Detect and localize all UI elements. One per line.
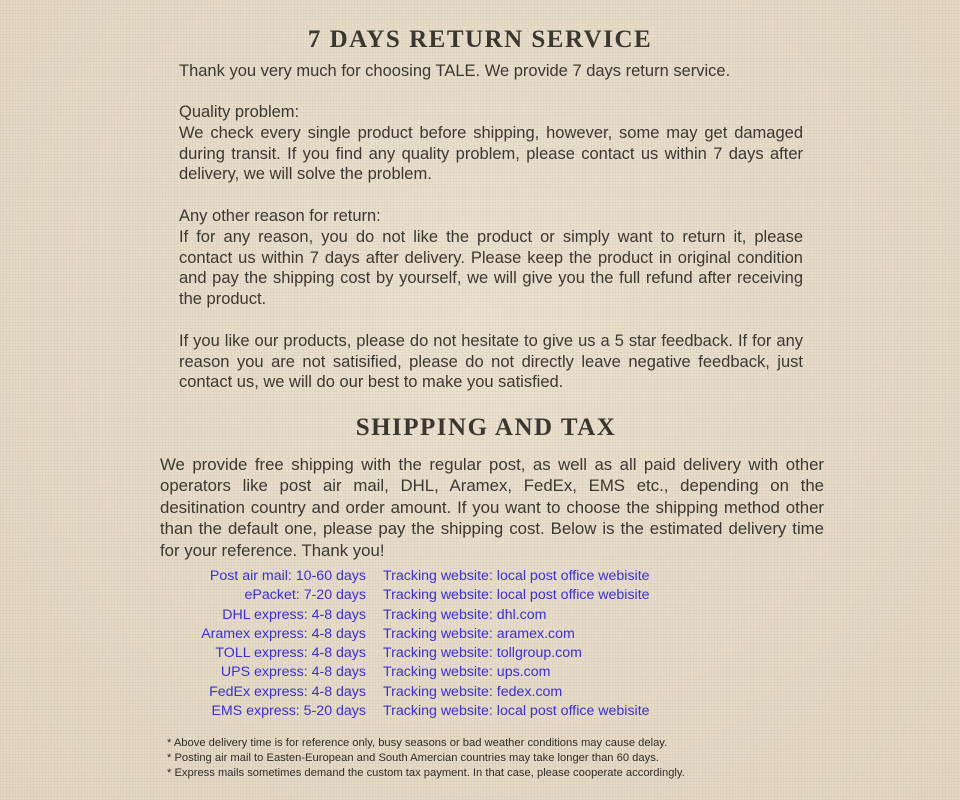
shipping-row [160, 684, 760, 703]
feedback-text: If you like our products, please do not hesitate to give us a 5 star feedback. If for any reason you are not satisified, please do not directly leave negative feedback, just contact us, we will do our best to make you satisfied. [179, 331, 803, 392]
note-air-mail: * Posting air mail to Easten-European and South Amercian countries may take longer than 60 days. [167, 752, 659, 765]
tracking-link[interactable]: Tracking website: tollgroup.com [383, 645, 582, 662]
tracking-link[interactable]: Tracking website: aramex.com [383, 625, 575, 642]
return-intro: Thank you very much for choosing TALE. We provide 7 days return service. [179, 62, 731, 80]
tracking-link[interactable]: Tracking website: local post office webisite [383, 568, 650, 584]
shipping-text: We provide free shipping with the regular post, as well as all paid delivery with other operators like post air mail, DHL, Aramex, FedEx, EMS etc., depending on the desitination country and order amount. If you want to choose the shipping method other than the default one, please pay the shipping cost. Below is the estimated delivery time for your reference. Thank you! [160, 455, 824, 560]
shipping-row [160, 645, 760, 664]
shipping-row [160, 587, 760, 606]
shipping-row [160, 664, 760, 683]
shipping-method: TOLL express: 4-8 days [215, 645, 366, 662]
tracking-link[interactable]: Tracking website: dhl.com [383, 606, 547, 623]
shipping-notes [167, 736, 685, 782]
shipping-method: DHL express: 4-8 days [222, 606, 366, 623]
note-delivery-time: * Above delivery time is for reference only, busy seasons or bad weather conditions may cause delay. [167, 737, 668, 749]
shipping-method: EMS express: 5-20 days [211, 703, 366, 720]
shipping-method: UPS express: 4-8 days [220, 664, 366, 681]
tracking-link[interactable]: Tracking website: ups.com [383, 664, 551, 681]
note-custom-tax: * Express mails sometimes demand the custom tax payment. In that case, please cooperate accordingly. [167, 767, 685, 780]
shipping-row [160, 626, 760, 645]
tracking-link[interactable]: Tracking website: local post office webisite [383, 587, 650, 604]
shipping-row [160, 607, 760, 626]
quality-heading: Quality problem: [179, 103, 300, 121]
shipping-tax-title: SHIPPING AND TAX [355, 414, 617, 441]
shipping-method-list [160, 568, 760, 722]
other-reason-text: If for any reason, you do not like the product or simply want to return it, please contact us within 7 days after delivery. Please keep the product in original condition and pay the shipping cost by yourself, we will give you the full refund after receiving the product. [179, 227, 803, 309]
shipping-method: Aramex express: 4-8 days [201, 625, 366, 642]
shipping-row [160, 703, 760, 722]
shipping-method: ePacket: 7-20 days [244, 587, 366, 604]
tracking-link[interactable]: Tracking website: local post office webisite [383, 703, 650, 720]
quality-text: We check every single product before shipping, however, some may get damaged during transit. If you find any quality problem, please contact us within 7 days after delivery, we will solve the problem. [179, 123, 803, 184]
shipping-method: FedEx express: 4-8 days [209, 683, 366, 700]
other-reason-heading: Any other reason for return: [179, 207, 381, 225]
shipping-method: Post air mail: 10-60 days [209, 568, 366, 584]
return-service-title: 7 DAYS RETURN SERVICE [307, 26, 653, 53]
shipping-row [160, 568, 760, 587]
tracking-link[interactable]: Tracking website: fedex.com [383, 683, 563, 700]
